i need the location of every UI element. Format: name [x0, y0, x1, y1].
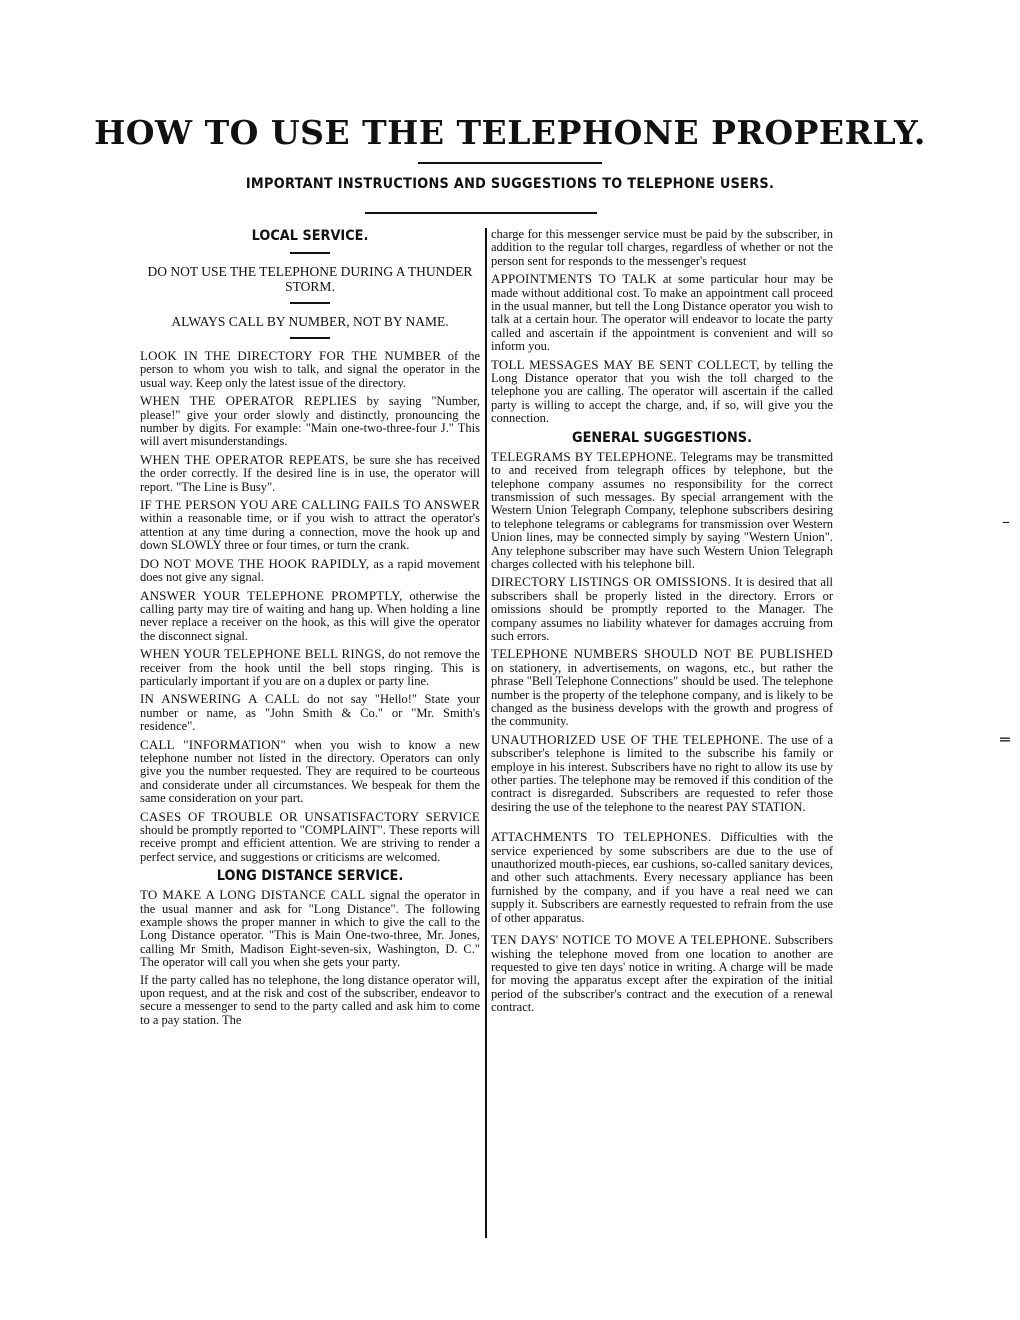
- paragraph-hook: [140, 557, 480, 585]
- right-column: [491, 228, 833, 1019]
- local-service-heading: LOCAL SERVICE.: [251, 228, 369, 244]
- lead-text: LOOK IN THE DIRECTORY FOR THE NUMBER: [140, 348, 442, 363]
- paragraph-answering: [140, 692, 480, 733]
- paragraph-toll-collect: [491, 358, 833, 426]
- paragraph-directory: [140, 349, 480, 390]
- lead-text: WHEN THE OPERATOR REPEATS,: [140, 451, 349, 467]
- lead-text: ATTACHMENTS TO TELEPHONES.: [491, 829, 712, 845]
- column-divider: [485, 228, 487, 1238]
- lead-text: ANSWER YOUR TELEPHONE PROMPTLY,: [140, 587, 403, 603]
- body-text: otherwise the calling party may tire of waiting and hang up. When holding a line never replace a receiver on the hook, as this will give the operator the disconnect signal.: [140, 588, 480, 643]
- paragraph-operator-repeats: [140, 453, 480, 494]
- body-text: Telegrams may be transmitted to and received from telegraph offices by telephone, but the telephone company assumes no responsibility for the correct transmission of such messages. By special arrangement with the Western Union Telegraph Company, telephone subscribers desiring to telephone telegrams or cablegrams for transmission over Western Union lines, may be connected simply by saying "Western Union". Any telephone subscriber may have such Western Union Telegraph charges collected with his telephone bill.: [491, 449, 833, 571]
- body-text: of the person to whom you wish to talk, and signal the operator in the usual way. Keep only the latest issue of the directory.: [140, 349, 480, 390]
- lead-text: WHEN YOUR TELEPHONE BELL RINGS,: [140, 646, 385, 662]
- storm-warning: DO NOT USE THE TELEPHONE DURING A THUNDER STORM.: [147, 264, 473, 294]
- paragraph-numbers-publishing: [491, 647, 833, 728]
- paragraph-appointments: [491, 272, 833, 353]
- body-text: within a reasonable time, or if you wish to attract the operator's attention at any time during a connection, move the hook up and down SLOWLY three or four times, or turn the crank.: [140, 511, 480, 553]
- body-text: signal the operator in the usual manner and ask for "Long Distance". The following example shows the proper manner in which to give the call to the Long Distance operator. "This is Main One-two-three, Mr. Jones, calling Mr Smith, Madison Eight-seven-six, Washington, D. C." The operator will call you when she gets your party.: [140, 888, 480, 970]
- paragraph-long-distance: [140, 888, 480, 969]
- long-distance-heading: LONG DISTANCE SERVICE.: [216, 868, 404, 885]
- paragraph-trouble: [140, 810, 480, 865]
- body-text: when you wish to know a new telephone number not listed in the directory. Operators can only give you the number requested. They are required to be courteous and considerate under all circumstances. We bespeak for them the same consideration on your part.: [140, 737, 480, 806]
- page-title: HOW TO USE THE TELEPHONE PROPERLY.: [94, 113, 926, 152]
- lead-text: CALL "INFORMATION": [140, 736, 287, 752]
- section-rule: [290, 302, 330, 304]
- body-text: do not remove the receiver from the hook until the bell stops ringing. This is particularly important if you are on a duplex or party line.: [140, 647, 480, 688]
- paragraph-telegrams: [491, 450, 833, 572]
- general-suggestions-heading: GENERAL SUGGESTIONS.: [572, 429, 752, 446]
- body-text: at some particular hour may be made without additional cost. To make an appointment call proceed in the usual manner, but tell the Long Distance operator you wish to talk at a certain hour. The operator will endeavor to locate the party called and ascertain if the appointment is convenient and will so inform you.: [491, 272, 833, 354]
- body-text: be sure she has received the order correctly. If the desired line is in use, the operator will report. "The Line is Busy".: [140, 452, 480, 494]
- body-text: by saying "Number, please!" give your order slowly and distinctly, pronouncing the number by digits. For example: "Main one-two-three-four J." This will avert misunderstandings.: [140, 394, 480, 449]
- body-text: Subscribers wishing the telephone moved from one location to another are requested to give ten days' notice in writing. A charge will be made for moving the apparatus except after the expiration of the initial period of the subscriber's contract and the execution of a renewal contract.: [491, 933, 833, 1015]
- paragraph-bell-rings: [140, 647, 480, 688]
- lead-text: DIRECTORY LISTINGS OR OMISSIONS.: [491, 574, 732, 590]
- margin-mark: –: [1002, 512, 1010, 531]
- subtitle-rule: [365, 212, 597, 214]
- page-subtitle: IMPORTANT INSTRUCTIONS AND SUGGESTIONS TO TELEPHONE USERS.: [245, 176, 775, 192]
- lead-text: TELEPHONE NUMBERS SHOULD NOT BE PUBLISHED: [491, 646, 833, 662]
- paragraph-messenger: If the party called has no telephone, the long distance operator will, upon request, and at the risk and cost of the subscriber, endeavor to secure a messenger to send to the party called and ask him to come to a pay station. The: [140, 972, 480, 1027]
- left-column: [140, 228, 480, 1031]
- paragraph-unauthorized-use: [491, 733, 833, 814]
- lead-text: WHEN THE OPERATOR REPLIES: [140, 393, 357, 409]
- lead-text: IF THE PERSON YOU ARE CALLING FAILS TO ANSWER: [140, 497, 480, 513]
- lead-text: UNAUTHORIZED USE OF THE TELEPHONE.: [491, 731, 764, 747]
- paragraph-information: [140, 738, 480, 806]
- paragraph-attachments: [491, 830, 833, 925]
- section-rule: [290, 252, 330, 254]
- title-rule: [418, 162, 602, 164]
- paragraph-moving-notice: [491, 933, 833, 1014]
- lead-text: TOLL MESSAGES MAY BE SENT COLLECT,: [491, 356, 760, 372]
- body-text: The use of a subscriber's telephone is limited to the subscribe his family or employe in his interest. Subscribers have no right to allow its use by other parties. The telephone may be removed if this condition of the contract is disregarded. Subscribers are requested to refer those desiring the use of the telephone to the nearest PAY STATION.: [491, 732, 833, 814]
- body-text: on stationery, in advertisements, on wagons, etc., but rather the phrase "Bell Telephone Connections" should be used. The telephone number is the property of the telephone company, and is likely to be changed as the business develops with the growth and progress of the community.: [491, 660, 833, 729]
- lead-text: CASES OF TROUBLE OR UNSATISFACTORY SERVICE: [140, 808, 480, 824]
- call-by-number: ALWAYS CALL BY NUMBER, NOT BY NAME.: [171, 314, 449, 329]
- paragraph-fails-to-answer: [140, 498, 480, 553]
- section-rule: [290, 337, 330, 339]
- body-text: Difficulties with the service experienced by some subscribers are due to the use of unauthorized mouth-pieces, ear cushions, so-called sanitary devices, and other such attachments. Every necessary appliance has been furnished by the company, and if you have a real need we can supply it. Subscribers are earnestly requested to refrain from the use of other apparatus.: [491, 830, 833, 925]
- body-text: should be promptly reported to "COMPLAINT". These reports will receive prompt and efficient attention. We are striving to render a perfect service, and suggestions or criticisms are welcomed.: [140, 823, 480, 864]
- lead-text: TEN DAYS' NOTICE TO MOVE A TELEPHONE.: [491, 932, 772, 948]
- margin-mark: ═: [1000, 730, 1010, 749]
- paragraph-answer-promptly: [140, 589, 480, 644]
- body-text: by telling the Long Distance operator that you wish the toll charged to the telephone you are calling. The operator will ascertain if the called party is willing to accept the charge, and, if so, will give you the connection.: [491, 357, 833, 426]
- lead-text: TO MAKE A LONG DISTANCE CALL: [140, 887, 366, 903]
- paragraph-directory-listings: [491, 575, 833, 643]
- body-text: as a rapid movement does not give any signal.: [140, 556, 480, 585]
- paragraph-messenger-charge: charge for this messenger service must be paid by the subscriber, in addition to the regular toll charges, regardless of whether or not the person sent for responds to the messenger's request: [491, 228, 833, 268]
- lead-text: DO NOT MOVE THE HOOK RAPIDLY,: [140, 555, 370, 571]
- body-text: It is desired that all subscribers shall be properly listed in the directory. Errors or omissions should be promptly reported to the Manager. The company assumes no liability whatever for damages accruing from such errors.: [491, 575, 833, 643]
- lead-text: IN ANSWERING A CALL: [140, 691, 300, 707]
- body-text: do not say "Hello!" State your number or name, as "John Smith & Co." or "Mr. Smith's residence".: [140, 692, 480, 734]
- lead-text: APPOINTMENTS TO TALK: [491, 271, 657, 287]
- lead-text: TELEGRAMS BY TELEPHONE.: [491, 448, 677, 464]
- paragraph-operator-replies: [140, 394, 480, 449]
